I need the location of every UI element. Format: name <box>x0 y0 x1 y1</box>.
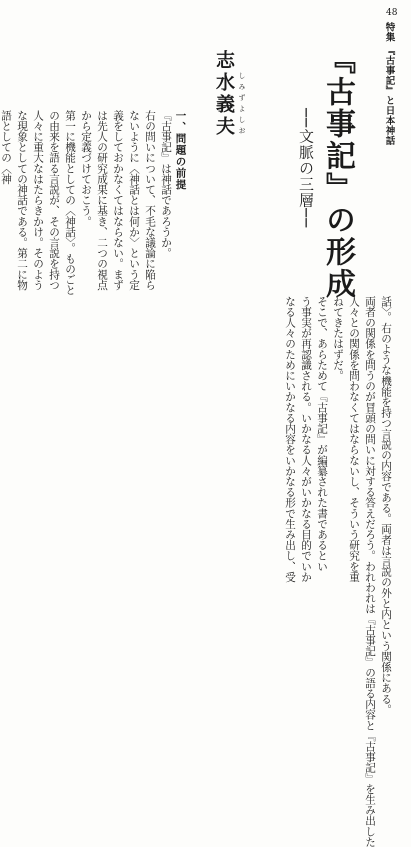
author-ruby: しみずよしお <box>238 72 246 138</box>
page-number: 48 <box>386 8 398 18</box>
body-paragraph: 『古事記』は神話であろうか。 <box>160 110 172 259</box>
author-name: 志水義夫 <box>213 50 235 138</box>
body-paragraph: 第一に機能としての〈神話〉。ものごとの由来を語る言説が、その言説を持つ人々に重大なはたらきかけ。そのような現象としての神話である。第二に物語としての〈神 <box>0 110 76 296</box>
body-paragraph: 話〉。右のような機能を持つ言説の内容である。両者は言説の外と内という関係にある。 <box>380 296 392 715</box>
section-heading: 一、問題の前提 <box>174 110 187 191</box>
upper-body-text <box>0 110 174 298</box>
body-paragraph: 両者の関係を問うのが冒頭の問いに対する答えだろう。われわれは『古事記』の語る内容と『古事記』を生み出した <box>364 296 376 847</box>
article-subtitle: ──文脈の三層── <box>297 108 315 229</box>
body-paragraph: そこで、あらためて『古事記』が編纂された書であるとい <box>316 296 328 572</box>
body-paragraph: 右の問いについて、不毛な議論に陥らないように〈神話とは何か〉という定義をしておかなくてはならない。まずは先人の研究成果に基き、二つの視点から定義づけておこう。 <box>80 110 156 291</box>
series-heading: 特集 『古事記』と日本神話 <box>383 22 395 146</box>
article-title: 『古事記』の形成 <box>320 44 355 300</box>
body-paragraph: 人々との関係を問わなくてはならないし、そういう研究を重 <box>348 296 360 583</box>
lower-body-text <box>14 296 394 847</box>
body-paragraph: ねてきたはずだ。 <box>332 296 344 381</box>
body-paragraph: なる人々のためにいかなる内容をいかなる形で生み出し、受 <box>284 296 296 583</box>
body-paragraph: う事実が再認識される。いかなる人々がいかなる目的でいか <box>300 296 312 583</box>
